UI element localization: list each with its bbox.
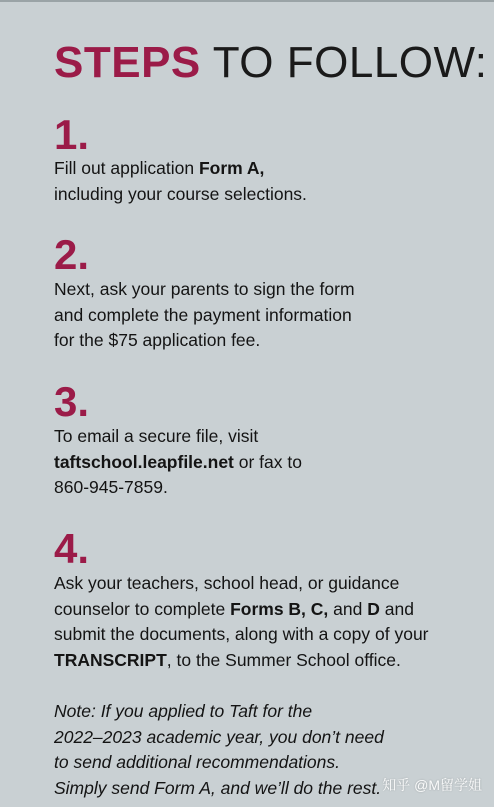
text-run: 860-945-7859. (54, 477, 168, 497)
watermark: 知乎 @M留学姐 (382, 777, 482, 793)
text-run: and (328, 598, 368, 619)
step-2-text (54, 277, 474, 354)
note-line: to send additional recommendations. (54, 752, 341, 772)
title-accent: STEPS (54, 38, 201, 87)
text-run: and complete the payment information (54, 304, 352, 325)
note-line: Simply send Form A, and we’ll do the rest. (54, 777, 382, 798)
text-run: or fax to (233, 451, 302, 472)
step-2-number: 2. (54, 231, 90, 278)
text-run: Ask your teachers, school head, or guidance (54, 573, 400, 593)
text-run: and (379, 598, 414, 619)
note-line: 2022–2023 academic year, you don’t need (54, 726, 384, 747)
text-run: Next, ask your parents to sign the form (54, 279, 355, 299)
title-rest: TO FOLLOW: (200, 38, 488, 87)
top-edge-line (0, 0, 494, 2)
text-run: including your course selections. (54, 183, 307, 204)
bold-text: taftschool.leapfile.net (54, 451, 234, 472)
step-3-text (54, 424, 474, 501)
step-1-text (54, 156, 474, 207)
step-3-number: 3. (54, 378, 90, 425)
bold-text: Form A, (198, 158, 265, 178)
page-title (54, 38, 487, 88)
step-1-number: 1. (54, 111, 90, 158)
note-line: Note: If you applied to Taft for the (54, 701, 313, 721)
text-run: counselor to complete (54, 598, 231, 619)
step-4-number: 4. (54, 525, 90, 572)
bold-text: TRANSCRIPT (54, 649, 167, 670)
step-4-text (54, 571, 474, 673)
text-run: Fill out application (54, 158, 199, 178)
bold-text: Forms B, C, (230, 598, 329, 619)
text-run: submit the documents, along with a copy of your (54, 624, 429, 644)
text-run: , to the Summer School office. (166, 649, 401, 670)
bold-text: D (367, 598, 380, 619)
text-run: for the $75 application fee. (54, 330, 261, 350)
text-run: To email a secure file, visit (54, 426, 259, 446)
